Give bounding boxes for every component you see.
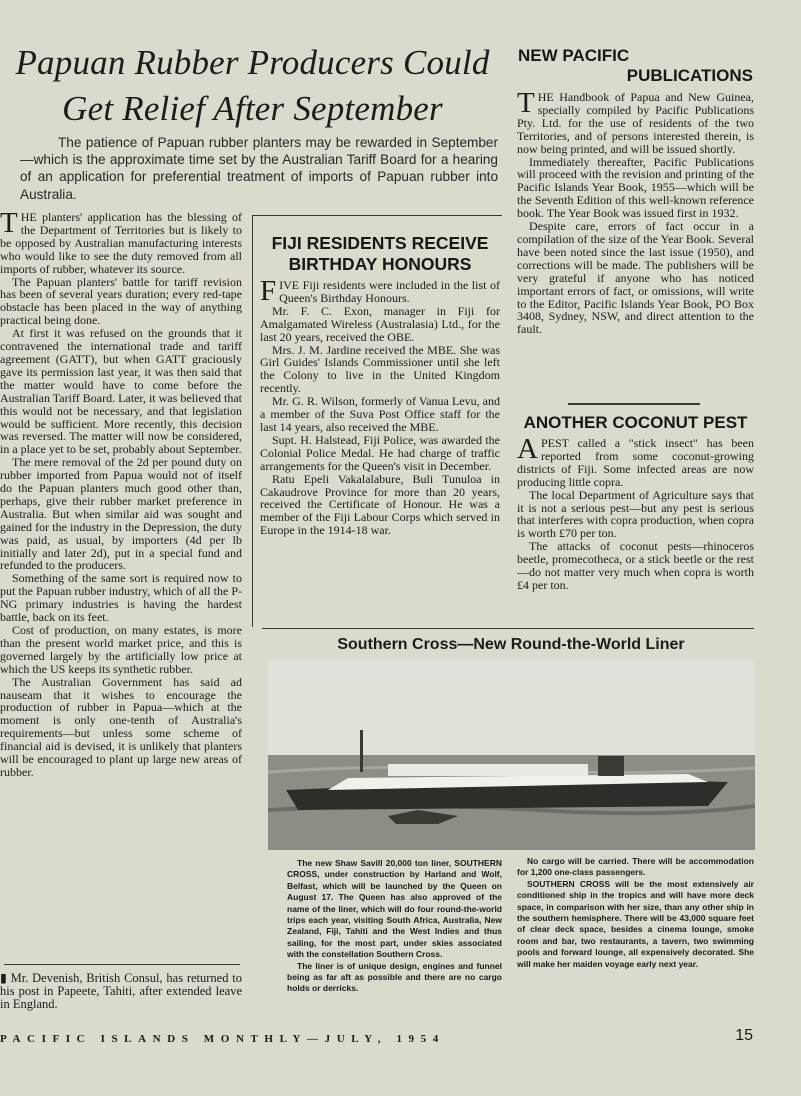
- rubber-paragraph: The Papuan planters' battle for tariff revision has been of several years duration; every red-tape obstacle has been placed in the way of anything practical being done.: [0, 274, 242, 328]
- fiji-article-body: [260, 279, 500, 624]
- drop-cap: A: [517, 437, 538, 465]
- caption-paragraph: The new Shaw Savill 20,000 ton liner, SOUTHERN CROSS, under construction by Harland and Wolf, Belfast, which will be launched by the Queen on August 17. The Queen has also approved of the name of the liner, which will do four round-the-world trips each year, visiting South Africa, Australia, New Zealand, Fiji, Tahiti and the West Indies and thus sailing, for the most part, under skies associated with the constellation Southern Cross.: [287, 858, 502, 960]
- coconut-paragraph: APEST called a "stick insect" has been reported from some coconut-growing districts of Fiji. Some infected areas are now producing little copra.: [517, 437, 754, 489]
- liner-heading: Southern Cross—New Round-the-World Liner: [337, 636, 685, 653]
- coconut-article-body: [517, 437, 754, 622]
- caption-paragraph: SOUTHERN CROSS will be the most extensively air conditioned ship in the tropics and will have more deck space, in comparison with her size, than any other ship in the southern hemisphere. There will be 43,000 square feet of clear deck space, besides a cinema lounge, smoke room and bar, two restaurants, a tavern, two swimming pools and forward lounge, all expensively decorated. She will make her maiden voyage early next year.: [517, 878, 754, 969]
- coconut-paragraph: The attacks of coconut pests—rhinoceros beetle, promecotheca, or a stick beetle or the rest—do not matter very much when copra is worth £4 per ton.: [517, 539, 754, 592]
- publications-heading-line-1: NEW PACIFIC: [518, 46, 630, 65]
- rubber-paragraph: THE planters' application has the blessing of the Department of Territories but is likely to be opposed by Australian manufacturing interests who would like to see the duty removed from all imports of rubber, whatever its source.: [0, 211, 242, 276]
- publications-paragraph: THE Handbook of Papua and New Guinea, specially compiled by Pacific Publications Pty. Ltd. for the use of residents of the two Territories, and of persons interested therein, is now being printed, and will be issued shortly.: [517, 91, 754, 156]
- publications-paragraph: Immediately thereafter, Pacific Publications will proceed with the revision and printing of the Pacific Islands Year Book, 1955—which will be the Seventh Edition of this well-known reference book. The Year Book was issued first in 1932.: [517, 154, 754, 221]
- note-bullet-icon: ▮: [0, 971, 11, 985]
- fiji-paragraph: Supt. H. Halstead, Fiji Police, was awarded the Colonial Police Medal. He had charge of traffic arrangements for the Queen's visit in December.: [260, 432, 500, 473]
- rubber-paragraph: The mere removal of the 2d per pound duty on rubber imported from Papua would not of itself do the Papuan planters much good other than, perhaps, give their rubber market preference in Australia. But when similar aid was sought and gained for the industry in the Depression, the duty was paid, as usual, by importers (4d per lb initially and later 2d), put in a special fund and refunded to the producers.: [0, 455, 242, 573]
- coconut-paragraph: The local Department of Agriculture says that it is not a serious pest—but any pest is serious that interferes with copra production, when copra is worth £70 per ton.: [517, 487, 754, 541]
- liner-photo: [268, 660, 755, 850]
- publications-paragraph: Despite care, errors of fact occur in a compilation of the size of the Year Book. Several have been noted since the last issue (1950), and corrections will be made. The publishers will be very grateful if anyone who has noticed important errors of fact, or omissions, will write to the Editor, Pacific Islands Year Book, PO Box 3408, Sydney, NSW, and direct attention to the fault.: [517, 219, 754, 337]
- standfirst: The patience of Papuan rubber planters may be rewarded in September—which is the approximate time set by the Australian Tariff Board for a hearing of an application for preferential treatment of imports of Papuan rubber into Australia.: [20, 135, 498, 202]
- fiji-paragraph: Mrs. J. M. Jardine received the MBE. She was Girl Guides' Islands Commissioner until she left the Colony to live in the United Kingdom recently.: [260, 342, 500, 396]
- fiji-paragraph: FIVE Fiji residents were included in the list of Queen's Birthday Honours.: [260, 279, 500, 307]
- headline: [0, 40, 505, 132]
- fiji-paragraph: Ratu Epeli Vakalalabure, Buli Tunuloa in Cakaudrove Province for more than 20 years, received the Certificate of Honour. He was a member of the Fiji Labour Corps which served in Europe in the 1914-18 war.: [260, 471, 500, 538]
- drop-cap: T: [0, 211, 18, 239]
- running-footer: PACIFIC ISLANDS MONTHLY—JULY, 1954: [0, 1033, 445, 1045]
- divider: [262, 628, 754, 629]
- fiji-heading-line-2: BIRTHDAY HONOURS: [288, 254, 472, 274]
- divider: [4, 964, 240, 965]
- page-number: 15: [735, 1027, 753, 1044]
- consul-note: ▮ Mr. Devenish, British Consul, has returned to his post in Papeete, Tahiti, after extended leave in England.: [0, 971, 242, 1011]
- rubber-paragraph: The Australian Government has said ad nauseam that it wishes to encourage the production of rubber in Papua—which at the moment is only one-tenth of Australia's requirements—but unless some scheme of financial aid is devised, it is unlikely that planters will be encouraged to plant up large new areas of rubber.: [0, 674, 242, 779]
- fiji-heading-line-1: FIJI RESIDENTS RECEIVE: [271, 233, 489, 253]
- ship-illustration-icon: [268, 660, 755, 850]
- headline-line-1: Papuan Rubber Producers Could: [15, 43, 490, 82]
- rubber-article-body: [0, 211, 242, 946]
- headline-line-2: Get Relief After September: [62, 89, 443, 128]
- fiji-paragraph: Mr. G. R. Wilson, formerly of Vanua Levu, and a member of the Suva Post Office staff for the last 14 years, also received the MBE.: [260, 394, 500, 434]
- coconut-heading: ANOTHER COCONUT PEST: [523, 413, 748, 432]
- liner-caption-right: [517, 856, 754, 970]
- drop-cap: T: [517, 91, 535, 119]
- fiji-box-left-rule: [252, 215, 253, 627]
- rubber-paragraph: Cost of production, on many estates, is more than the present world market price, and this is governed largely by the artificially low price at which the US keeps its synthetic rubber.: [0, 623, 242, 676]
- fiji-heading: [260, 233, 500, 275]
- publications-article-body: [517, 91, 754, 416]
- fiji-paragraph: Mr. F. C. Exon, manager in Fiji for Amalgamated Wireless (Australasia) Ltd., for the last 20 years, received the OBE.: [260, 303, 500, 344]
- caption-paragraph: The liner is of unique design, engines and funnel being as far aft as possible and there are no cargo holds or derricks.: [287, 960, 502, 994]
- caption-paragraph: No cargo will be carried. There will be accommodation for 1,200 one-class passengers.: [517, 856, 754, 878]
- rubber-paragraph: At first it was refused on the grounds that it contravened the international trade and tariff agreement (GATT), but when GATT graciously gave its permission last year, it was then said that the matter would have to come before the Australian Tariff Board. Later, it was believed that this would not be necessary, and that legislation would be sufficient. More recently, this decision was reversed. The matter will now be considered, in a place yet to be set, probably about September.: [0, 326, 242, 457]
- divider: [568, 403, 700, 405]
- liner-caption-left: [287, 858, 502, 995]
- rubber-paragraph: Something of the same sort is required now to put the Papuan rubber industry, which of all the P-NG primary industries is having the hardest battle, back on its feet.: [0, 571, 242, 625]
- fiji-box-top-rule: [252, 215, 502, 216]
- drop-cap: F: [260, 279, 277, 307]
- publications-heading-line-2: PUBLICATIONS: [626, 66, 753, 85]
